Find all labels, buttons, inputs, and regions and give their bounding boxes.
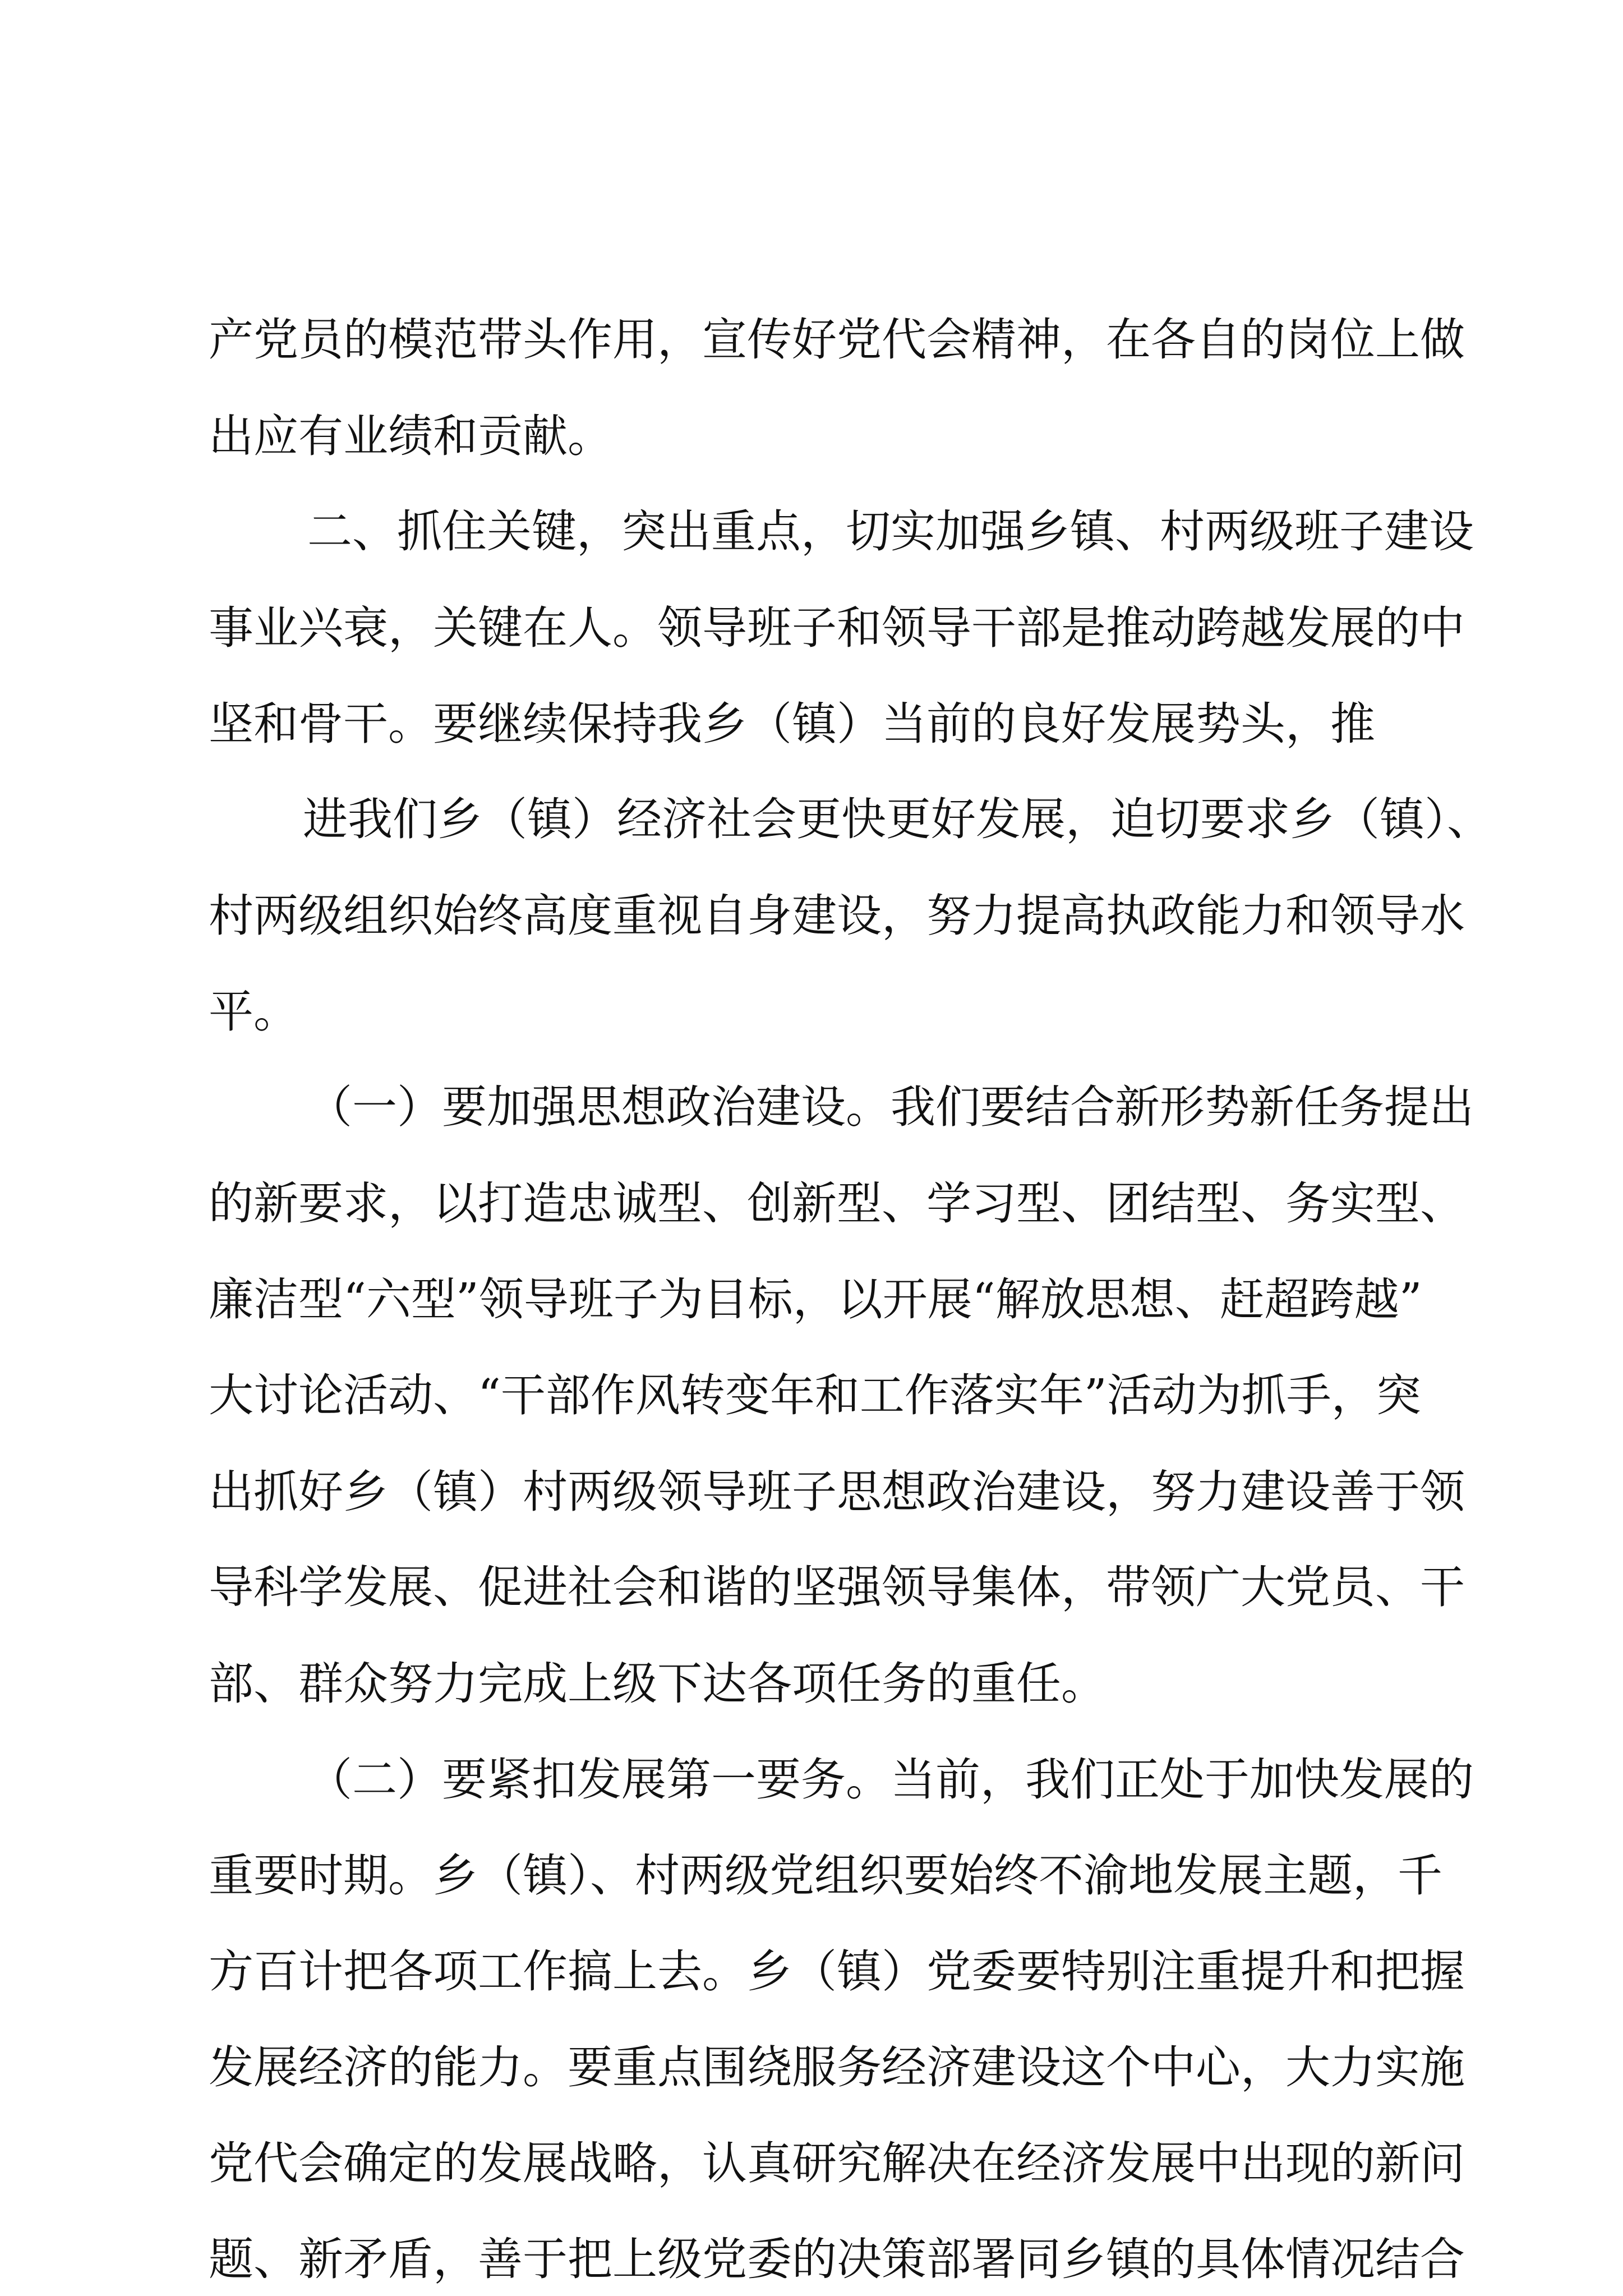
text-line: 重要时期。乡（镇）、村两级党组织要始终不渝地发展主题，千 xyxy=(209,1849,1442,1902)
text-line: 大讨论活动、“干部作风转变年和工作落实年”活动为抓手，突 xyxy=(209,1369,1421,1421)
subsection-heading: （一）要加强思想政治建设。我们要结合新形势新任务提出 xyxy=(307,1081,1474,1133)
text-line: 廉洁型“六型”领导班子为目标，以开展“解放思想、赶超跨越” xyxy=(209,1273,1422,1326)
section-heading: 二、抓住关键，突出重点，切实加强乡镇、村两级班子建设 xyxy=(307,505,1474,558)
text-line: 的新要求，以打造忠诚型、创新型、学习型、团结型、务实型、 xyxy=(209,1177,1465,1230)
text-line: 方百计把各项工作搞上去。乡（镇）党委要特别注重提升和把握 xyxy=(209,1945,1465,1998)
text-line: 平。 xyxy=(209,986,298,1038)
text-line: 党代会确定的发展战略，认真研究解决在经济发展中出现的新问 xyxy=(209,2137,1465,2189)
text-line: 导科学发展、促进社会和谐的坚强领导集体，带领广大党员、干 xyxy=(209,1561,1465,1613)
text-line: 出应有业绩和贡献。 xyxy=(209,410,612,462)
text-line: 部、群众努力完成上级下达各项任务的重任。 xyxy=(209,1658,1106,1710)
text-line: 产党员的模范带头作用，宣传好党代会精神，在各自的岗位上做 xyxy=(209,314,1465,366)
subsection-heading: （二）要紧扣发展第一要务。当前，我们正处于加快发展的 xyxy=(307,1754,1474,1806)
text-line: 坚和骨干。要继续保持我乡（镇）当前的良好发展势头，推 xyxy=(209,698,1375,750)
text-line: 村两级组织始终高度重视自身建设，努力提高执政能力和领导水 xyxy=(209,890,1465,942)
text-line: 发展经济的能力。要重点围绕服务经济建设这个中心，大力实施 xyxy=(209,2041,1465,2093)
text-line: 题、新矛盾，善于把上级党委的决策部署同乡镇的具体情况结合 xyxy=(209,2233,1465,2285)
text-line: 出抓好乡（镇）村两级领导班子思想政治建设，努力建设善于领 xyxy=(209,1466,1465,1518)
text-line: 进我们乡（镇）经济社会更快更好发展，迫切要求乡（镇）、 xyxy=(303,793,1492,845)
text-line: 事业兴衰，关键在人。领导班子和领导干部是推动跨越发展的中 xyxy=(209,602,1465,654)
